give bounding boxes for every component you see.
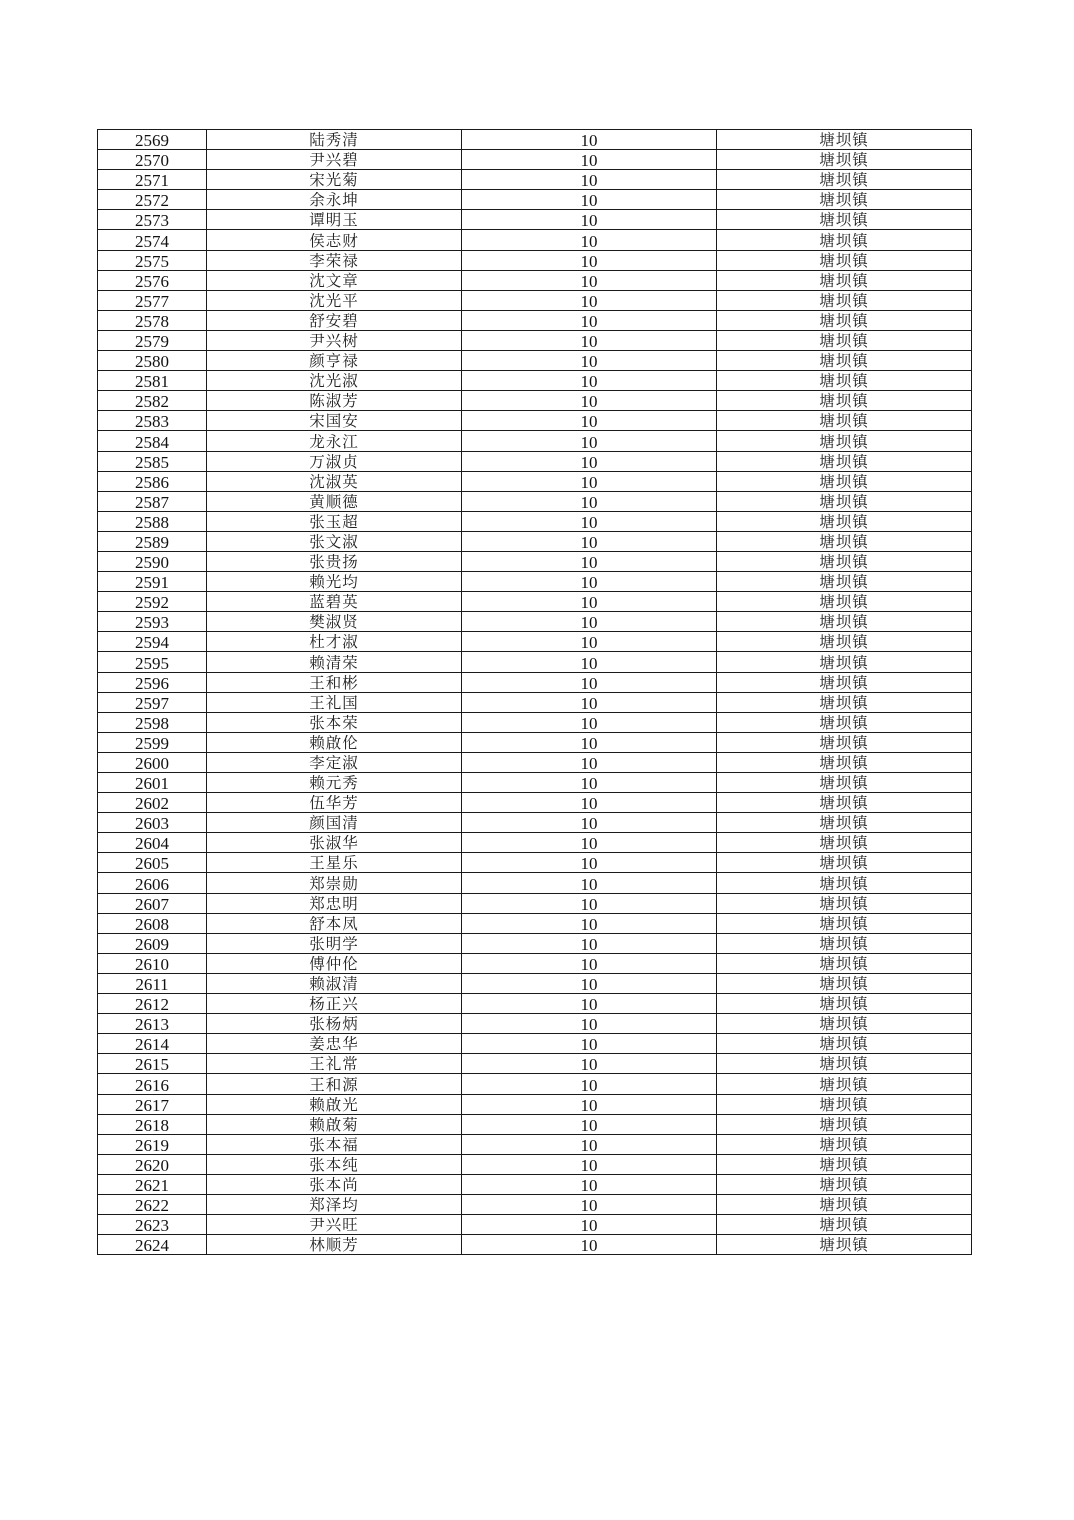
table-row [98, 953, 972, 973]
row-number-cell: 2611 [98, 973, 207, 993]
table-row [98, 612, 972, 632]
table-row [98, 511, 972, 531]
name-cell: 王礼国 [207, 692, 462, 712]
table-row [98, 672, 972, 692]
table-row [98, 592, 972, 612]
amount-cell: 10 [462, 632, 717, 652]
row-number-cell: 2610 [98, 953, 207, 973]
table-row [98, 471, 972, 491]
table-row [98, 793, 972, 813]
town-cell: 塘坝镇 [717, 1034, 972, 1054]
row-number-cell: 2602 [98, 793, 207, 813]
town-cell: 塘坝镇 [717, 752, 972, 772]
amount-cell: 10 [462, 592, 717, 612]
town-cell: 塘坝镇 [717, 411, 972, 431]
row-number-cell: 2569 [98, 130, 207, 150]
town-cell: 塘坝镇 [717, 471, 972, 491]
town-cell: 塘坝镇 [717, 511, 972, 531]
row-number-cell: 2587 [98, 491, 207, 511]
town-cell: 塘坝镇 [717, 1014, 972, 1034]
town-cell: 塘坝镇 [717, 130, 972, 150]
town-cell: 塘坝镇 [717, 732, 972, 752]
table-row [98, 190, 972, 210]
name-cell: 舒本凤 [207, 913, 462, 933]
name-cell: 赖清荣 [207, 652, 462, 672]
name-cell: 沈光淑 [207, 371, 462, 391]
town-cell: 塘坝镇 [717, 1114, 972, 1134]
row-number-cell: 2583 [98, 411, 207, 431]
name-cell: 张本尚 [207, 1174, 462, 1194]
town-cell: 塘坝镇 [717, 270, 972, 290]
amount-cell: 10 [462, 1054, 717, 1074]
town-cell: 塘坝镇 [717, 1134, 972, 1154]
town-cell: 塘坝镇 [717, 773, 972, 793]
table-row [98, 1014, 972, 1034]
town-cell: 塘坝镇 [717, 190, 972, 210]
table-row [98, 130, 972, 150]
amount-cell: 10 [462, 833, 717, 853]
row-number-cell: 2604 [98, 833, 207, 853]
name-cell: 李定淑 [207, 752, 462, 772]
town-cell: 塘坝镇 [717, 371, 972, 391]
amount-cell: 10 [462, 973, 717, 993]
table-row [98, 170, 972, 190]
table-row [98, 632, 972, 652]
amount-cell: 10 [462, 551, 717, 571]
amount-cell: 10 [462, 1094, 717, 1114]
town-cell: 塘坝镇 [717, 592, 972, 612]
row-number-cell: 2588 [98, 511, 207, 531]
table-row [98, 411, 972, 431]
amount-cell: 10 [462, 1114, 717, 1134]
town-cell: 塘坝镇 [717, 813, 972, 833]
table-row [98, 451, 972, 471]
name-cell: 李荣禄 [207, 250, 462, 270]
town-cell: 塘坝镇 [717, 893, 972, 913]
name-cell: 张本纯 [207, 1154, 462, 1174]
amount-cell: 10 [462, 712, 717, 732]
amount-cell: 10 [462, 351, 717, 371]
row-number-cell: 2623 [98, 1215, 207, 1235]
row-number-cell: 2597 [98, 692, 207, 712]
town-cell: 塘坝镇 [717, 692, 972, 712]
amount-cell: 10 [462, 853, 717, 873]
name-cell: 颜国清 [207, 813, 462, 833]
amount-cell: 10 [462, 793, 717, 813]
table-row [98, 1154, 972, 1174]
town-cell: 塘坝镇 [717, 572, 972, 592]
amount-cell: 10 [462, 1134, 717, 1154]
table-row [98, 994, 972, 1014]
name-cell: 王星乐 [207, 853, 462, 873]
name-cell: 伍华芳 [207, 793, 462, 813]
row-number-cell: 2595 [98, 652, 207, 672]
table-row [98, 752, 972, 772]
table-row [98, 1194, 972, 1214]
table-body [98, 130, 972, 1255]
table-row [98, 572, 972, 592]
row-number-cell: 2599 [98, 732, 207, 752]
table-row [98, 230, 972, 250]
town-cell: 塘坝镇 [717, 933, 972, 953]
town-cell: 塘坝镇 [717, 793, 972, 813]
table-row [98, 210, 972, 230]
name-cell: 樊淑贤 [207, 612, 462, 632]
town-cell: 塘坝镇 [717, 330, 972, 350]
name-cell: 赖啟伦 [207, 732, 462, 752]
row-number-cell: 2612 [98, 994, 207, 1014]
name-cell: 张本福 [207, 1134, 462, 1154]
row-number-cell: 2579 [98, 330, 207, 350]
amount-cell: 10 [462, 773, 717, 793]
name-cell: 沈文章 [207, 270, 462, 290]
amount-cell: 10 [462, 290, 717, 310]
row-number-cell: 2608 [98, 913, 207, 933]
row-number-cell: 2607 [98, 893, 207, 913]
name-cell: 张明学 [207, 933, 462, 953]
amount-cell: 10 [462, 933, 717, 953]
town-cell: 塘坝镇 [717, 491, 972, 511]
name-cell: 张文淑 [207, 531, 462, 551]
name-cell: 赖淑清 [207, 973, 462, 993]
row-number-cell: 2576 [98, 270, 207, 290]
table-row [98, 1114, 972, 1134]
row-number-cell: 2594 [98, 632, 207, 652]
table-row [98, 290, 972, 310]
row-number-cell: 2590 [98, 551, 207, 571]
table-row [98, 813, 972, 833]
name-cell: 黄顺德 [207, 491, 462, 511]
table-row [98, 1134, 972, 1154]
amount-cell: 10 [462, 893, 717, 913]
amount-cell: 10 [462, 471, 717, 491]
table-row [98, 1054, 972, 1074]
name-cell: 尹兴树 [207, 330, 462, 350]
amount-cell: 10 [462, 250, 717, 270]
row-number-cell: 2592 [98, 592, 207, 612]
name-cell: 郑泽均 [207, 1194, 462, 1214]
town-cell: 塘坝镇 [717, 1194, 972, 1214]
town-cell: 塘坝镇 [717, 1154, 972, 1174]
table-row [98, 1235, 972, 1255]
row-number-cell: 2589 [98, 531, 207, 551]
town-cell: 塘坝镇 [717, 551, 972, 571]
town-cell: 塘坝镇 [717, 652, 972, 672]
amount-cell: 10 [462, 813, 717, 833]
table-row [98, 973, 972, 993]
row-number-cell: 2585 [98, 451, 207, 471]
table-row [98, 531, 972, 551]
table-row [98, 431, 972, 451]
name-cell: 舒安碧 [207, 310, 462, 330]
town-cell: 塘坝镇 [717, 853, 972, 873]
amount-cell: 10 [462, 652, 717, 672]
amount-cell: 10 [462, 572, 717, 592]
name-cell: 宋国安 [207, 411, 462, 431]
amount-cell: 10 [462, 732, 717, 752]
town-cell: 塘坝镇 [717, 1174, 972, 1194]
amount-cell: 10 [462, 1235, 717, 1255]
amount-cell: 10 [462, 391, 717, 411]
table-row [98, 150, 972, 170]
row-number-cell: 2586 [98, 471, 207, 491]
name-cell: 谭明玉 [207, 210, 462, 230]
name-cell: 姜忠华 [207, 1034, 462, 1054]
table-row [98, 270, 972, 290]
table-row [98, 933, 972, 953]
row-number-cell: 2581 [98, 371, 207, 391]
amount-cell: 10 [462, 491, 717, 511]
name-cell: 陈淑芳 [207, 391, 462, 411]
name-cell: 侯志财 [207, 230, 462, 250]
town-cell: 塘坝镇 [717, 230, 972, 250]
row-number-cell: 2622 [98, 1194, 207, 1214]
row-number-cell: 2601 [98, 773, 207, 793]
row-number-cell: 2582 [98, 391, 207, 411]
town-cell: 塘坝镇 [717, 632, 972, 652]
amount-cell: 10 [462, 130, 717, 150]
name-cell: 杜才淑 [207, 632, 462, 652]
row-number-cell: 2609 [98, 933, 207, 953]
amount-cell: 10 [462, 411, 717, 431]
row-number-cell: 2573 [98, 210, 207, 230]
name-cell: 赖啟菊 [207, 1114, 462, 1134]
row-number-cell: 2617 [98, 1094, 207, 1114]
name-cell: 赖光均 [207, 572, 462, 592]
row-number-cell: 2613 [98, 1014, 207, 1034]
table-row [98, 1034, 972, 1054]
amount-cell: 10 [462, 330, 717, 350]
name-cell: 王和源 [207, 1074, 462, 1094]
name-cell: 张杨炳 [207, 1014, 462, 1034]
row-number-cell: 2574 [98, 230, 207, 250]
name-cell: 沈光平 [207, 290, 462, 310]
table-row [98, 652, 972, 672]
name-cell: 张淑华 [207, 833, 462, 853]
name-cell: 赖元秀 [207, 773, 462, 793]
town-cell: 塘坝镇 [717, 210, 972, 230]
amount-cell: 10 [462, 431, 717, 451]
name-cell: 王和彬 [207, 672, 462, 692]
town-cell: 塘坝镇 [717, 672, 972, 692]
amount-cell: 10 [462, 1215, 717, 1235]
table-row [98, 310, 972, 330]
amount-cell: 10 [462, 1014, 717, 1034]
amount-cell: 10 [462, 692, 717, 712]
name-cell: 陆秀清 [207, 130, 462, 150]
name-cell: 郑忠明 [207, 893, 462, 913]
table-row [98, 833, 972, 853]
name-cell: 蓝碧英 [207, 592, 462, 612]
amount-cell: 10 [462, 1034, 717, 1054]
amount-cell: 10 [462, 170, 717, 190]
town-cell: 塘坝镇 [717, 290, 972, 310]
town-cell: 塘坝镇 [717, 1074, 972, 1094]
amount-cell: 10 [462, 210, 717, 230]
row-number-cell: 2577 [98, 290, 207, 310]
row-number-cell: 2570 [98, 150, 207, 170]
table-row [98, 1215, 972, 1235]
town-cell: 塘坝镇 [717, 953, 972, 973]
town-cell: 塘坝镇 [717, 531, 972, 551]
row-number-cell: 2624 [98, 1235, 207, 1255]
row-number-cell: 2619 [98, 1134, 207, 1154]
amount-cell: 10 [462, 953, 717, 973]
row-number-cell: 2615 [98, 1054, 207, 1074]
table-row [98, 491, 972, 511]
town-cell: 塘坝镇 [717, 973, 972, 993]
row-number-cell: 2618 [98, 1114, 207, 1134]
table-row [98, 330, 972, 350]
town-cell: 塘坝镇 [717, 150, 972, 170]
amount-cell: 10 [462, 1174, 717, 1194]
amount-cell: 10 [462, 531, 717, 551]
name-cell: 郑崇勋 [207, 873, 462, 893]
data-table [97, 129, 972, 1255]
amount-cell: 10 [462, 1154, 717, 1174]
amount-cell: 10 [462, 190, 717, 210]
town-cell: 塘坝镇 [717, 1235, 972, 1255]
table-row [98, 250, 972, 270]
name-cell: 万淑贞 [207, 451, 462, 471]
name-cell: 杨正兴 [207, 994, 462, 1014]
town-cell: 塘坝镇 [717, 391, 972, 411]
row-number-cell: 2578 [98, 310, 207, 330]
row-number-cell: 2621 [98, 1174, 207, 1194]
town-cell: 塘坝镇 [717, 1054, 972, 1074]
table-row [98, 873, 972, 893]
town-cell: 塘坝镇 [717, 431, 972, 451]
row-number-cell: 2584 [98, 431, 207, 451]
town-cell: 塘坝镇 [717, 170, 972, 190]
name-cell: 张本荣 [207, 712, 462, 732]
row-number-cell: 2593 [98, 612, 207, 632]
name-cell: 张贵扬 [207, 551, 462, 571]
amount-cell: 10 [462, 511, 717, 531]
amount-cell: 10 [462, 752, 717, 772]
name-cell: 龙永江 [207, 431, 462, 451]
name-cell: 尹兴碧 [207, 150, 462, 170]
table-row [98, 893, 972, 913]
name-cell: 余永坤 [207, 190, 462, 210]
name-cell: 傅仲伦 [207, 953, 462, 973]
town-cell: 塘坝镇 [717, 873, 972, 893]
row-number-cell: 2571 [98, 170, 207, 190]
table-row [98, 551, 972, 571]
table-row [98, 371, 972, 391]
town-cell: 塘坝镇 [717, 1215, 972, 1235]
row-number-cell: 2614 [98, 1034, 207, 1054]
name-cell: 赖啟光 [207, 1094, 462, 1114]
amount-cell: 10 [462, 310, 717, 330]
amount-cell: 10 [462, 230, 717, 250]
table-row [98, 712, 972, 732]
town-cell: 塘坝镇 [717, 712, 972, 732]
name-cell: 颜亨禄 [207, 351, 462, 371]
table-row [98, 773, 972, 793]
amount-cell: 10 [462, 873, 717, 893]
town-cell: 塘坝镇 [717, 913, 972, 933]
row-number-cell: 2580 [98, 351, 207, 371]
town-cell: 塘坝镇 [717, 994, 972, 1014]
table-row [98, 1094, 972, 1114]
row-number-cell: 2598 [98, 712, 207, 732]
amount-cell: 10 [462, 270, 717, 290]
table-row [98, 853, 972, 873]
row-number-cell: 2572 [98, 190, 207, 210]
name-cell: 尹兴旺 [207, 1215, 462, 1235]
table-row [98, 391, 972, 411]
amount-cell: 10 [462, 913, 717, 933]
table-row [98, 1074, 972, 1094]
name-cell: 张玉超 [207, 511, 462, 531]
amount-cell: 10 [462, 1074, 717, 1094]
row-number-cell: 2616 [98, 1074, 207, 1094]
name-cell: 林顺芳 [207, 1235, 462, 1255]
amount-cell: 10 [462, 1194, 717, 1214]
row-number-cell: 2603 [98, 813, 207, 833]
town-cell: 塘坝镇 [717, 310, 972, 330]
row-number-cell: 2605 [98, 853, 207, 873]
table-row [98, 351, 972, 371]
amount-cell: 10 [462, 672, 717, 692]
table-row [98, 913, 972, 933]
town-cell: 塘坝镇 [717, 351, 972, 371]
town-cell: 塘坝镇 [717, 451, 972, 471]
amount-cell: 10 [462, 150, 717, 170]
name-cell: 沈淑英 [207, 471, 462, 491]
row-number-cell: 2620 [98, 1154, 207, 1174]
town-cell: 塘坝镇 [717, 833, 972, 853]
amount-cell: 10 [462, 371, 717, 391]
name-cell: 宋光菊 [207, 170, 462, 190]
name-cell: 王礼常 [207, 1054, 462, 1074]
row-number-cell: 2575 [98, 250, 207, 270]
town-cell: 塘坝镇 [717, 612, 972, 632]
table-row [98, 1174, 972, 1194]
row-number-cell: 2591 [98, 572, 207, 592]
table-row [98, 692, 972, 712]
amount-cell: 10 [462, 612, 717, 632]
amount-cell: 10 [462, 451, 717, 471]
amount-cell: 10 [462, 994, 717, 1014]
row-number-cell: 2606 [98, 873, 207, 893]
row-number-cell: 2600 [98, 752, 207, 772]
row-number-cell: 2596 [98, 672, 207, 692]
town-cell: 塘坝镇 [717, 250, 972, 270]
table-row [98, 732, 972, 752]
town-cell: 塘坝镇 [717, 1094, 972, 1114]
